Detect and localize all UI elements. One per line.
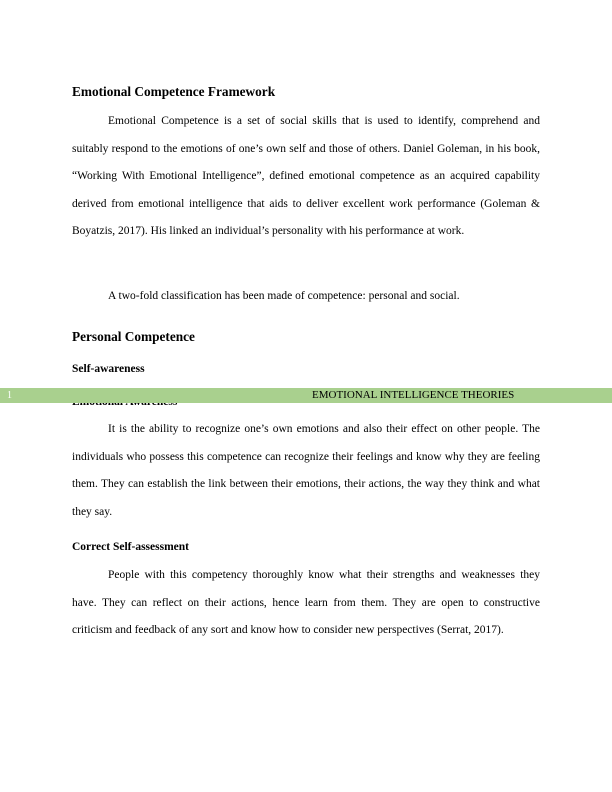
running-header-band bbox=[0, 388, 612, 403]
classification-paragraph: A two-fold classification has been made of competence: personal and social. bbox=[108, 290, 460, 302]
framework-heading: Emotional Competence Framework bbox=[72, 84, 276, 99]
framework-paragraph: Emotional Competence is a set of social skills that is used to identify, comprehend and suitably respond to the emotions of one’s own self and those of others. Daniel Goleman, in his book, “Working With Emotional Intelligence”, defined emotional competence as an acquired capability derived from emotional intelligence that aids to deliver excellent work performance (Goleman & Boyatzis, 2017). His linked an individual’s personality with his performance at work. bbox=[72, 115, 540, 238]
emotional-awareness-paragraph: It is the ability to recognize one’s own emotions and also their effect on other people. The individuals who possess this competence can recognize their feelings and know why they are feeling them. They can establish the link between their emotions, their actions, the way they think and what they say. bbox=[72, 423, 540, 518]
self-assessment-heading: Correct Self-assessment bbox=[72, 541, 189, 553]
self-assessment-paragraph: People with this competency thoroughly know what their strengths and weaknesses they have. They can reflect on their actions, hence learn from them. They are open to constructive criticism and feedback of any sort and know how to consider new perspectives (Serrat, 2017). bbox=[72, 569, 540, 637]
self-awareness-heading: Self-awareness bbox=[72, 363, 145, 375]
page-number: 1 bbox=[7, 390, 12, 401]
running-header-title: EMOTIONAL INTELLIGENCE THEORIES bbox=[312, 389, 515, 401]
personal-competence-heading: Personal Competence bbox=[72, 329, 195, 344]
